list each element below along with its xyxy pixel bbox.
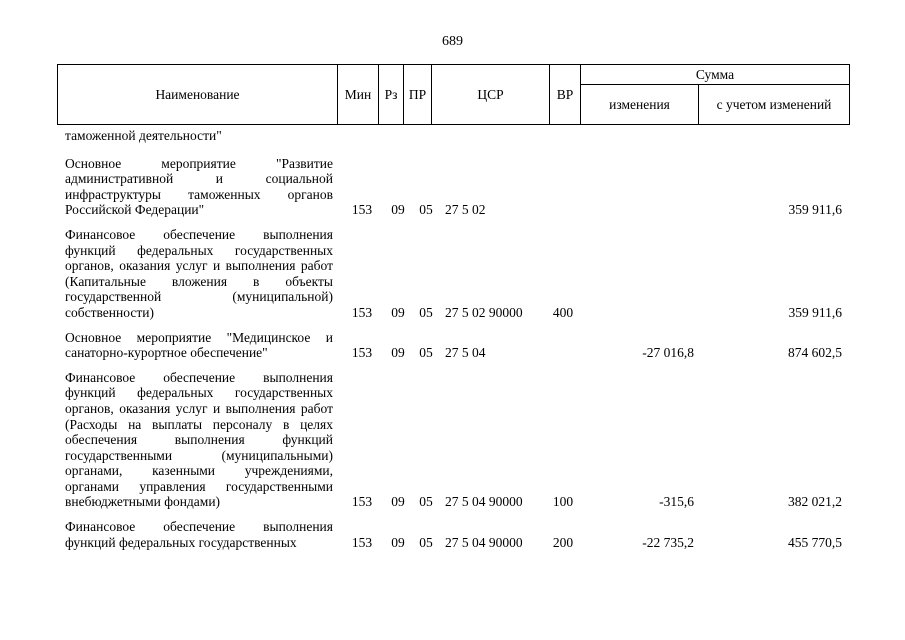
row-min: 153 — [351, 494, 373, 510]
row-rz: 09 — [391, 345, 405, 361]
row-change: -27 016,8 — [642, 345, 694, 361]
header-name: Наименование — [58, 65, 338, 125]
row-name: Финансовое обеспечение выполнения функций федеральных государственных органов, оказания услуг и выполнения работ (Капитальные вложения в объекты государственной (муниципальной) собственности) — [65, 226, 333, 320]
row-pr: 05 — [419, 202, 433, 218]
header-vr: ВР — [550, 65, 581, 125]
row-rz: 09 — [391, 304, 405, 320]
table-body — [57, 128, 853, 559]
row-csr: 27 5 02 — [445, 202, 486, 218]
row-csr: 27 5 04 90000 — [445, 534, 523, 550]
table-row-continuation — [57, 128, 853, 144]
row-pr: 05 — [419, 345, 433, 361]
row-name: Основное мероприятие "Медицинское и санаторно-курортное обеспечение" — [65, 329, 333, 361]
row-csr: 27 5 04 90000 — [445, 494, 523, 510]
row-change: -315,6 — [659, 494, 694, 510]
page-number: 689 — [442, 34, 463, 49]
row-total: 382 021,2 — [788, 494, 842, 510]
header-pr: ПР — [404, 65, 432, 125]
row-vr: 400 — [552, 304, 574, 320]
row-total: 359 911,6 — [788, 304, 842, 320]
row-rz: 09 — [391, 494, 405, 510]
row-rz: 09 — [391, 202, 405, 218]
row-change: -22 735,2 — [642, 534, 694, 550]
row-name: Финансовое обеспечение выполнения функций федеральных государственных органов, оказания услуг и выполнения работ (Расходы на выплаты персоналу в целях обеспечения выполнения функций государственными (муниципальными) органами, казенными учреждениями, органами управления государственными внебюджетными фондами) — [65, 369, 333, 510]
row-total: 874 602,5 — [788, 345, 842, 361]
header-rz: Рз — [379, 65, 404, 125]
row-pr: 05 — [419, 304, 433, 320]
row-min: 153 — [351, 202, 373, 218]
table-row — [57, 519, 853, 550]
table-row — [57, 156, 853, 218]
row-vr: 100 — [552, 494, 574, 510]
table-row — [57, 370, 853, 510]
row-name: таможенной деятельности" — [65, 128, 222, 143]
header-sum: Сумма — [581, 65, 850, 85]
row-rz: 09 — [391, 534, 405, 550]
row-pr: 05 — [419, 534, 433, 550]
table-row — [57, 227, 853, 321]
row-total: 359 911,6 — [788, 202, 842, 218]
table-header — [57, 64, 850, 125]
row-csr: 27 5 04 — [445, 345, 486, 361]
row-vr: 200 — [552, 534, 574, 550]
table-row — [57, 330, 853, 361]
row-min: 153 — [351, 304, 373, 320]
header-csr: ЦСР — [432, 65, 550, 125]
row-min: 153 — [351, 345, 373, 361]
header-total: с учетом изменений — [699, 85, 850, 125]
row-total: 455 770,5 — [788, 534, 842, 550]
row-pr: 05 — [419, 494, 433, 510]
header-min: Мин — [338, 65, 379, 125]
row-csr: 27 5 02 90000 — [445, 304, 523, 320]
header-change: изменения — [581, 85, 699, 125]
row-name: Основное мероприятие "Развитие административной и социальной инфраструктуры таможенных органов Российской Федерации" — [65, 155, 333, 218]
row-name: Финансовое обеспечение выполнения функций федеральных государственных — [65, 519, 333, 550]
row-min: 153 — [351, 534, 373, 550]
